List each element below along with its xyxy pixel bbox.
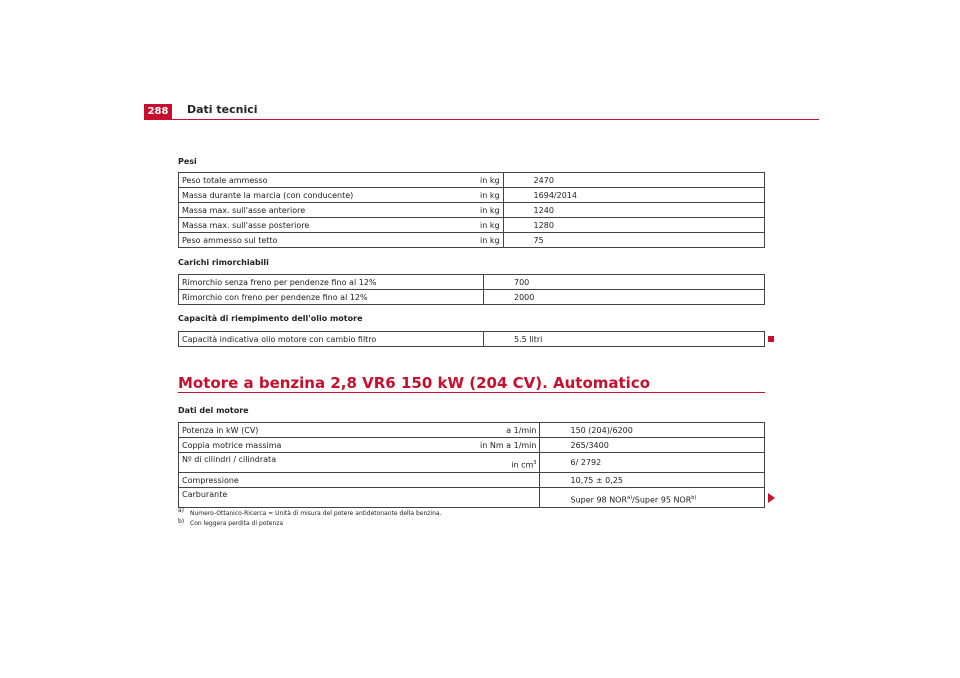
- engine-heading: Motore a benzina 2,8 VR6 150 kW (204 CV). Automatico: [178, 374, 651, 392]
- section-title-engine: Dati del motore: [178, 406, 249, 415]
- table-pesi: [178, 172, 765, 248]
- table-row: [179, 473, 765, 488]
- fuel-value-b: /Super 95 NOR: [632, 496, 692, 505]
- row-unit: in Nm a 1/min: [477, 438, 540, 453]
- section-title-pesi: Pesi: [178, 157, 197, 166]
- row-unit: a 1/min: [477, 423, 540, 438]
- footnote-marker-a: a): [178, 507, 185, 514]
- row-value: 1240: [503, 203, 764, 218]
- footnote-ref-a[interactable]: a): [627, 495, 633, 502]
- section-title-olio: Capacità di riempimento dell'olio motore: [178, 314, 363, 323]
- row-value: [540, 488, 765, 508]
- header-rule: [144, 119, 819, 120]
- unit-text: in cm: [511, 461, 534, 470]
- table-olio: [178, 331, 765, 347]
- row-value: 6/ 2792: [540, 453, 765, 473]
- row-label: Massa durante la marcia (con conducente): [179, 188, 478, 203]
- unit-superscript: 3: [533, 460, 537, 467]
- fuel-value-a: Super 98 NOR: [570, 496, 628, 505]
- row-label: Massa max. sull'asse anteriore: [179, 203, 478, 218]
- table-row: [179, 290, 765, 305]
- row-value: 1694/2014: [503, 188, 764, 203]
- table-engine: [178, 422, 765, 508]
- section-end-marker: [768, 336, 774, 342]
- row-value: 150 (204)/6200: [540, 423, 765, 438]
- table-row: [179, 173, 765, 188]
- table-row: [179, 488, 765, 508]
- section-title-carichi: Carichi rimorchiabili: [178, 258, 269, 267]
- table-row: [179, 233, 765, 248]
- row-label: Nº di cilindri / cilindrata: [179, 453, 478, 473]
- row-label: Compressione: [179, 473, 478, 488]
- footnote-text-b: Con leggera perdita di potenza: [190, 520, 284, 527]
- row-unit: in kg: [477, 203, 503, 218]
- row-value: 700: [484, 275, 765, 290]
- row-label: Rimorchio senza freno per pendenze fino al 12%: [179, 275, 478, 290]
- table-row: [179, 275, 765, 290]
- footnote-marker-b: b): [178, 518, 185, 525]
- row-unit: [477, 453, 540, 473]
- row-value: 10,75 ± 0,25: [540, 473, 765, 488]
- continue-arrow-icon: [768, 493, 775, 503]
- row-unit: [477, 473, 540, 488]
- footnote-ref-b[interactable]: b): [691, 495, 697, 502]
- row-value: 2000: [484, 290, 765, 305]
- table-row: [179, 188, 765, 203]
- row-value: 2470: [503, 173, 764, 188]
- row-unit: in kg: [477, 218, 503, 233]
- row-unit: in kg: [477, 173, 503, 188]
- row-label: Rimorchio con freno per pendenze fino al 12%: [179, 290, 478, 305]
- table-carichi: [178, 274, 765, 305]
- row-value: 265/3400: [540, 438, 765, 453]
- table-row: [179, 423, 765, 438]
- table-row: [179, 203, 765, 218]
- row-label: Potenza in kW (CV): [179, 423, 478, 438]
- row-value: 1280: [503, 218, 764, 233]
- running-title: Dati tecnici: [187, 103, 258, 116]
- row-label: Carburante: [179, 488, 478, 508]
- row-label: Coppia motrice massima: [179, 438, 478, 453]
- heading-rule: [178, 392, 765, 393]
- row-label: Capacità indicativa olio motore con cambio filtro: [179, 332, 478, 347]
- footnote-text-a: Numero-Ottanico-Ricerca = Unità di misura del potere antidetonante della benzina.: [190, 510, 442, 517]
- table-row: [179, 453, 765, 473]
- row-label: Peso totale ammesso: [179, 173, 478, 188]
- row-unit: in kg: [477, 233, 503, 248]
- table-row: [179, 438, 765, 453]
- row-unit: in kg: [477, 188, 503, 203]
- row-value: 75: [503, 233, 764, 248]
- table-row: [179, 332, 765, 347]
- row-label: Massa max. sull'asse posteriore: [179, 218, 478, 233]
- table-row: [179, 218, 765, 233]
- row-value: 5.5 litri: [484, 332, 765, 347]
- page-number: 288: [144, 104, 172, 120]
- row-label: Peso ammesso sul tetto: [179, 233, 478, 248]
